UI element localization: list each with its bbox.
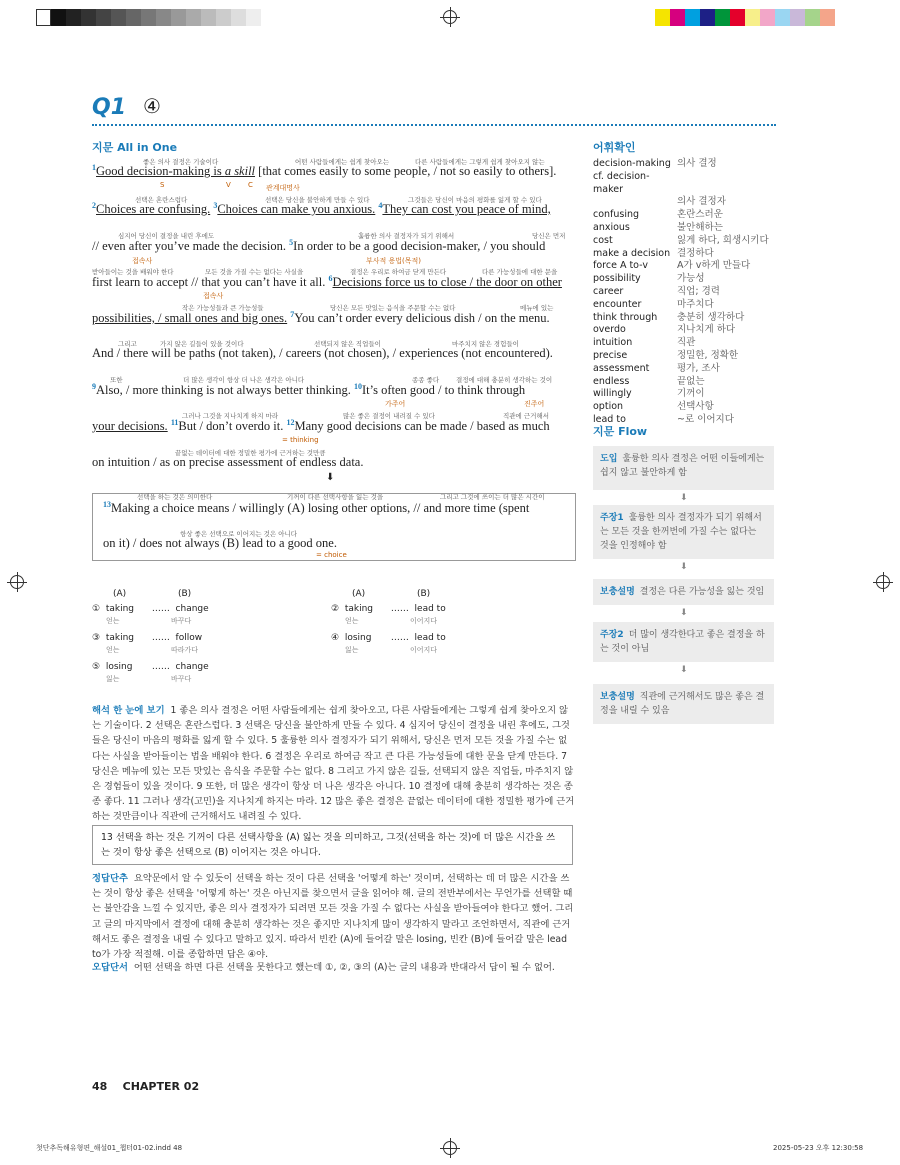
sentence-11-12: your decisions. $^{11}$But / don’t overdo it. $^{12}$Many good decisions can be made / based as much	[92, 418, 550, 434]
vocab-item: intuition 직관	[593, 337, 696, 349]
gloss: 작은 가능성들과 큰 가능성들	[182, 304, 264, 312]
question-number: Q1	[92, 95, 127, 120]
gloss: 많은 좋은 결정이 내려질 수 있다	[343, 412, 435, 420]
gloss: 선택은 혼란스럽다	[135, 196, 188, 204]
gloss: 훌륭한 의사 결정자가 되기 위해서	[358, 232, 455, 240]
vocab-item: precise 정밀한, 정확한	[593, 349, 739, 361]
translation-13: 13 선택을 하는 것은 기꺼이 다른 선택사항을 (A) 잃는 것을 의미하고, 그것(선택을 하는 것)에 더 많은 시간을 쓰는 것이 항상 좋은 선택으로 (B) 이어지는 것은 아니다.	[92, 825, 573, 865]
gloss: 당신은 모든 맛있는 음식을 주문할 수는 없다	[330, 304, 456, 312]
vocab-item: willingly 기꺼이	[593, 388, 705, 400]
flow-step: 보충설명 직관에 근거해서도 많은 좋은 결정을 내릴 수 있음	[593, 684, 774, 724]
vocab-item: confusing 혼란스러운	[593, 209, 723, 221]
gloss: 그러나 그것을 지나치게 하지 마라	[182, 412, 279, 420]
gloss: 끝없는 데이터에 대한 정밀한 평가에 근거하는 것만큼	[175, 449, 326, 457]
grammar-label: C	[248, 181, 253, 189]
grammar-label: V	[226, 181, 231, 189]
grammar-label: 진주어	[524, 400, 545, 408]
vocab-item: career 직업; 경력	[593, 285, 720, 297]
file-slug: 첫단추독해유형편_해설01_챕터01-02.indd 48	[36, 1144, 183, 1152]
vocab-item: decision-making 의사 결정	[593, 158, 717, 169]
gloss: 좋은 의사 결정은 기술이다	[143, 158, 219, 166]
gloss: 받아들이는 것을 배워야 한다	[92, 268, 174, 276]
sentence-8: And / there will be paths (not taken), / careers (not chosen), / experiences (not encountered).	[92, 346, 553, 360]
registration-mark-icon	[443, 10, 457, 24]
vocab-item: endless 끝없는	[593, 375, 705, 387]
flow-arrow-icon: ⬇	[680, 608, 688, 618]
registration-mark-icon	[443, 1141, 457, 1155]
gloss: 결정에 대해 충분히 생각하는 것이	[456, 376, 553, 384]
sentence-4-5: // even after you’ve made the decision. $^5$In order to be a good decision-maker, / you should	[92, 238, 546, 254]
dotted-divider	[92, 124, 776, 126]
gloss: 또한	[110, 376, 123, 384]
gloss: 당신은 먼저	[532, 232, 566, 240]
option-header-a: (A)	[352, 589, 366, 599]
wrong-answer-clue: 오답단서 어떤 선택을 하면 다른 선택을 못한다고 했는데 ①, ②, ③의 (A)는 글의 내용과 반대라서 답이 될 수 없어.	[92, 962, 555, 973]
vocab-item: overdo 지나치게 하다	[593, 324, 736, 336]
gloss: 선택은 당신을 불안하게 만들 수 있다	[265, 196, 370, 204]
option-item[interactable]: ③ taking …… follow 얻는 따라가다	[92, 633, 203, 654]
gloss: 다른 사람들에게는 그렇게 쉽게 찾아오지 않는	[415, 158, 545, 166]
gloss: 종종 좋다	[412, 376, 440, 384]
vocab-item: possibility 가능성	[593, 273, 705, 285]
date-slug: 2025-05-23 오후 12:30:58	[773, 1144, 864, 1152]
sentence-2-4: $^2$Choices are confusing. $^3$Choices can make you anxious. $^4$They can cost you peace of mind,	[92, 201, 551, 217]
gloss: 더 많은 생각이 항상 더 나은 생각은 아니다	[183, 376, 305, 384]
vocab-item: lead to ~로 이어지다	[593, 413, 734, 425]
grammar-label: 관계대명사	[266, 184, 300, 192]
option-header-a: (A)	[113, 589, 127, 599]
grayscale-bar	[36, 9, 261, 26]
vocab-item: cf. decision-maker	[593, 170, 650, 195]
question-answer: ④	[143, 94, 161, 118]
vocab-item: option 선택사항	[593, 401, 714, 413]
grammar-label: 접속사	[132, 257, 153, 265]
gloss: 그것들은 당신이 마음의 평화를 잃게 할 수 있다	[408, 196, 542, 204]
section-flow: 지문 Flow	[593, 425, 648, 438]
flow-step: 주장1 훌륭한 의사 결정자가 되기 위해서는 모든 것을 한꺼번에 가질 수는 없다는 것을 인정해야 함	[593, 505, 774, 559]
sentence-13: $^{13}$Making a choice means / willingly (A) losing other options, // and more time (spent	[103, 500, 530, 516]
flow-step: 주장2 더 많이 생각한다고 좋은 결정을 하는 것이 아님	[593, 622, 774, 662]
option-header-b: (B)	[417, 589, 431, 599]
gloss: 가지 않은 길들이 있을 것이다	[160, 340, 244, 348]
vocab-item: make a decision 결정하다	[593, 247, 714, 259]
gloss: 기꺼이 다른 선택사항을 잃는 것을	[287, 493, 384, 501]
vocab-item: assessment 평가, 조사	[593, 362, 720, 374]
section-all-in-one: 지문 All in One	[92, 141, 178, 154]
gloss: 메뉴에 있는	[520, 304, 554, 312]
section-vocab: 어휘확인	[593, 141, 636, 154]
gloss: 어떤 사람들에게는 쉽게 찾아오는	[295, 158, 390, 166]
flow-arrow-icon: ⬇	[680, 665, 688, 675]
grammar-label: 부사적 용법(목적)	[366, 257, 422, 265]
vocab-item: encounter 마주치다	[593, 298, 714, 310]
vocab-item: think through 충분히 생각하다	[593, 311, 745, 323]
sentence-9-10: $^9$Also, / more thinking is not always better thinking. $^{10}$It’s often good / to think through	[92, 382, 526, 398]
flow-arrow-icon: ⬇	[680, 493, 688, 503]
flow-arrow-icon: ⬇	[680, 562, 688, 572]
sentence-6-7: possibilities, / small ones and big ones. $^7$You can’t order every delicious dish / on the menu.	[92, 310, 550, 326]
grammar-label: S	[160, 181, 165, 189]
vocab-item: 의사 결정자	[677, 196, 726, 208]
gloss: 다른 가능성들에 대한 문을	[482, 268, 558, 276]
option-item[interactable]: ① taking …… change 얻는 바꾸다	[92, 604, 209, 625]
answer-explanation: 정답단추 요약문에서 알 수 있듯이 선택을 하는 것이 다른 선택을 '어떻게 하는' 것이며, 선택하는 데 더 많은 시간을 쓰는 것이 항상 좋은 선택을 '어떻게 하는' 것은 아닌지를 찾으면서 글을 읽어야 해. 글의 전반부에서는 무언가를 선택할 때는 불안감을 느낄 수 있지만, 좋은 의사 결정자가 되려면 모든 것을 가질 수 없다는 사실을 받아들여야 한다고 했어. 그리고 글의 마지막에서 결정에 대해 충분히 생각하는 것은 좋지만 지나치게 많이 생각하지 말라고 조언하면서, 직관에 근거해서도 좋은 결정을 내릴 수 있다고 말하고 있지. 따라서 빈칸 (A)에 들어갈 말은 losing, 빈칸 (B)에 들어갈 말은 lead to가 가장 적절해. 이를 종합하면 답은 ④야.	[92, 873, 574, 961]
registration-mark-icon	[876, 575, 890, 589]
vocab-item: cost 잃게 하다, 희생시키다	[593, 234, 769, 246]
grammar-label: = choice	[316, 551, 347, 559]
grammar-label: = thinking	[282, 436, 319, 444]
color-bar	[655, 9, 835, 26]
page-footer: 48 CHAPTER 02	[92, 1080, 200, 1093]
gloss: 선택을 하는 것은 의미한다	[137, 493, 213, 501]
vocab-item: force A to-v A가 v하게 만들다	[593, 260, 751, 272]
option-item[interactable]: ② taking …… lead to 얻는 이어지다	[331, 604, 446, 625]
option-item[interactable]: ⑤ losing …… change 잃는 바꾸다	[92, 662, 209, 683]
down-arrow-icon: ⬇	[326, 472, 335, 483]
registration-mark-icon	[10, 575, 24, 589]
vocab-list	[593, 158, 769, 427]
gloss: 직관에 근거해서	[503, 412, 550, 420]
vocab-item: anxious 불안해하는	[593, 221, 723, 233]
gloss: 선택되지 않은 직업들이	[314, 340, 381, 348]
option-item[interactable]: ④ losing …… lead to 잃는 이어지다	[331, 633, 446, 654]
grammar-label: 가주어	[385, 400, 406, 408]
sentence-1: $^1$Good decision-making is a skill [that comes easily to some people, / not so easily to others].	[92, 163, 557, 179]
sentence-5-6: first learn to accept // that you can’t have it all. $^6$Decisions force us to close / the door on other	[92, 274, 562, 290]
flow-step: 도입 훌륭한 의사 결정은 어떤 이들에게는 쉽지 않고 불안하게 함	[593, 446, 774, 490]
gloss: 마주치지 않은 경험들이	[452, 340, 519, 348]
gloss: 그리고 그것에 쓰이는 더 많은 시간이	[440, 493, 545, 501]
gloss: 결정은 우리로 하여금 닫게 만든다	[350, 268, 447, 276]
gloss: 항상 좋은 선택으로 이어지는 것은 아니다	[180, 530, 298, 538]
gloss: 그리고	[118, 340, 137, 348]
sentence-13b: on it) / does not always (B) lead to a good one.	[103, 536, 337, 550]
translation: 해석 한 눈에 보기 1 좋은 의사 결정은 어떤 사람들에게는 쉽게 찾아오고, 다른 사람들에게는 그렇게 쉽게 찾아오지 않는 기술이다. 2 선택은 혼란스럽다. 3 선택은 당신을 불안하게 만들 수 있다. 4 심지어 당신이 결정을 내린 후에도, 그것들은 당신이 마음의 평화를 잃게 할 수 있다. 5 훌륭한 의사 결정자가 되기 위해서, 당신은 먼저 모든 것을 가질 수는 없다는 사실을 받아들이는 법을 배워야 한다. 6 결정은 우리로 하여금 작고 큰 다른 가능성들에 대한 문을 닫게 만든다. 7 당신은 메뉴에 있는 모든 맛있는 음식을 주문할 수는 없다. 8 그리고 가지 않은 길들, 선택되지 않은 직업들, 마주치지 않은 경험들이 있을 것이다. 9 또한, 더 많은 생각이 항상 더 나은 생각은 아니다. 10 결정에 대해 충분히 생각하는 것은 종종 좋다. 11 그러나 생각(고민)을 지나치게 하지는 마라. 12 많은 좋은 결정은 끝없는 데이터에 대한 정밀한 평가에 근거하는 것만큼이나 직관에 근거해서도 내려질 수 있다.	[92, 705, 575, 823]
option-header-b: (B)	[178, 589, 192, 599]
gloss: 모든 것을 가질 수는 없다는 사실을	[205, 268, 304, 276]
grammar-label: 접속사	[203, 292, 224, 300]
flow-step: 보충설명 결정은 다른 가능성을 잃는 것임	[593, 579, 774, 605]
sentence-12b: on intuition / as on precise assessment of endless data.	[92, 455, 364, 469]
gloss: 심지어 당신이 결정을 내린 후에도	[118, 232, 215, 240]
